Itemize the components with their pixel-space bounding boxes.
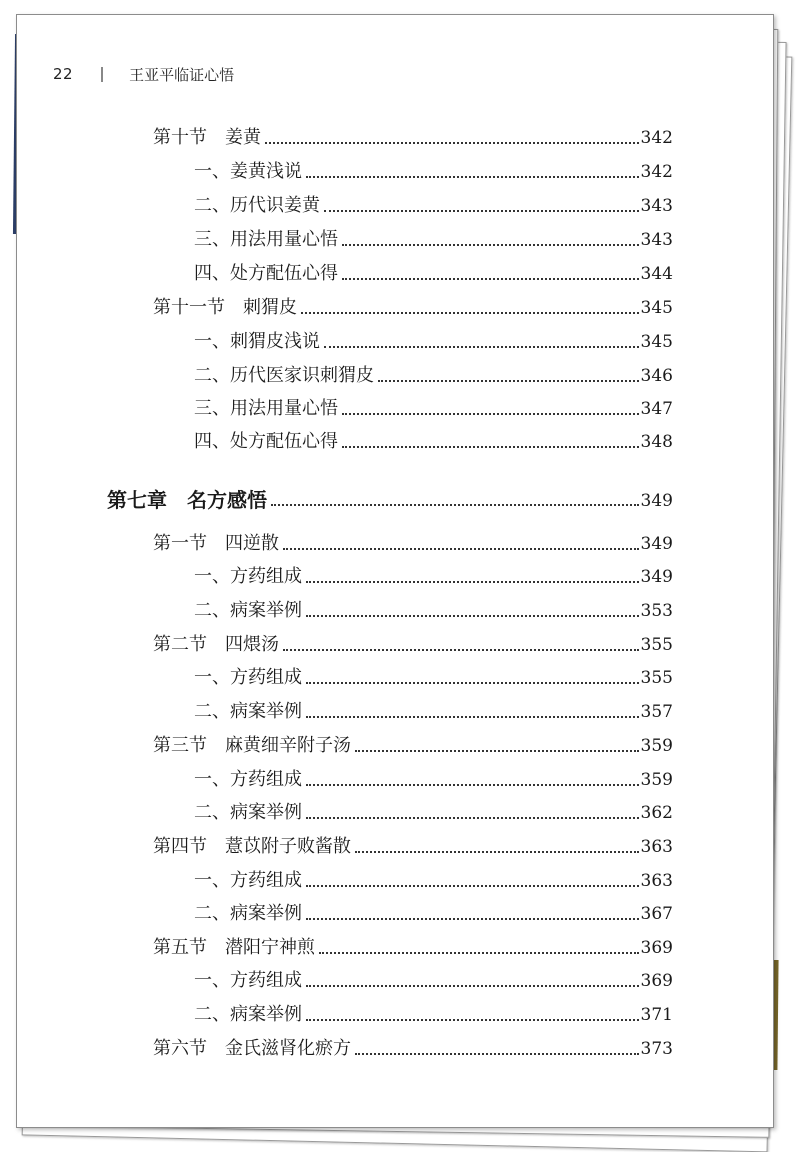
toc-entry-title: 二、病案举例 <box>194 1004 302 1025</box>
dot-leader <box>342 243 639 246</box>
toc-entry-page-number: 348 <box>640 432 673 452</box>
toc-entry-title: 二、病案举例 <box>194 600 302 621</box>
toc-item-entry <box>194 365 673 387</box>
toc-entry-title: 四、处方配伍心得 <box>194 263 338 284</box>
dot-leader <box>301 311 639 314</box>
toc-chapter-entry <box>107 488 673 512</box>
toc-item-entry <box>194 431 673 453</box>
dot-leader <box>283 648 639 651</box>
toc-entry-title: 三、用法用量心悟 <box>194 229 338 250</box>
dot-leader <box>271 503 639 506</box>
toc-item-entry <box>194 263 673 285</box>
toc-entry-page-number: 345 <box>640 332 673 352</box>
toc-entry-page-number: 349 <box>640 491 673 511</box>
toc-entry-page-number: 369 <box>640 971 673 991</box>
toc-section-entry <box>153 937 673 959</box>
dot-leader <box>306 917 639 920</box>
dot-leader <box>319 951 639 954</box>
dot-leader <box>355 1052 639 1055</box>
dot-leader <box>306 175 639 178</box>
toc-item-entry <box>194 600 673 622</box>
toc-entry-page-number: 363 <box>640 871 673 891</box>
dot-leader <box>306 715 639 718</box>
toc-item-entry <box>194 802 673 824</box>
dot-leader <box>265 141 639 144</box>
toc-entry-title: 第一节 四逆散 <box>153 533 279 554</box>
toc-entry-title: 一、方药组成 <box>194 769 302 790</box>
dot-leader <box>342 445 639 448</box>
toc-entry-title: 二、病案举例 <box>194 802 302 823</box>
toc-item-entry <box>194 161 673 183</box>
toc-entry-page-number: 369 <box>640 938 673 958</box>
toc-entry-page-number: 371 <box>640 1005 673 1025</box>
toc-entry-page-number: 373 <box>640 1039 673 1059</box>
toc-entry-title: 第十节 姜黄 <box>153 127 261 148</box>
toc-entry-page-number: 349 <box>640 567 673 587</box>
toc-item-entry <box>194 870 673 892</box>
toc-entry-page-number: 344 <box>640 264 673 284</box>
toc-section-entry <box>153 735 673 757</box>
page-number: 22 <box>53 65 74 83</box>
toc-item-entry <box>194 566 673 588</box>
toc-section-entry <box>153 127 673 149</box>
dot-leader <box>378 379 639 382</box>
toc-entry-page-number: 343 <box>640 196 673 216</box>
dot-leader <box>306 884 639 887</box>
toc-item-entry <box>194 701 673 723</box>
dot-leader <box>306 681 639 684</box>
toc-entry-page-number: 357 <box>640 702 673 722</box>
dot-leader <box>306 783 639 786</box>
toc-entry-page-number: 345 <box>640 298 673 318</box>
toc-entry-title: 一、刺猬皮浅说 <box>194 331 320 352</box>
dot-leader <box>324 209 639 212</box>
toc-entry-page-number: 367 <box>640 904 673 924</box>
toc-entry-title: 第七章 名方感悟 <box>107 488 267 512</box>
toc-entry-title: 二、历代识姜黄 <box>194 195 320 216</box>
dot-leader <box>355 749 639 752</box>
toc-item-entry <box>194 1004 673 1026</box>
toc-entry-title: 一、方药组成 <box>194 566 302 587</box>
toc-entry-page-number: 347 <box>640 399 673 419</box>
toc-item-entry <box>194 769 673 791</box>
dot-leader <box>306 580 639 583</box>
toc-entry-page-number: 362 <box>640 803 673 823</box>
toc-entry-page-number: 342 <box>640 162 673 182</box>
toc-entry-page-number: 355 <box>640 668 673 688</box>
dot-leader <box>355 850 639 853</box>
toc-item-entry <box>194 195 673 217</box>
toc-section-entry <box>153 533 673 555</box>
book-page <box>16 14 774 1128</box>
dot-leader <box>342 412 639 415</box>
toc-entry-title: 三、用法用量心悟 <box>194 398 338 419</box>
dot-leader <box>324 345 639 348</box>
toc-entry-title: 二、病案举例 <box>194 701 302 722</box>
toc-entry-title: 第二节 四煨汤 <box>153 634 279 655</box>
toc-entry-title: 第四节 薏苡附子败酱散 <box>153 836 351 857</box>
toc-entry-title: 一、方药组成 <box>194 667 302 688</box>
toc-item-entry <box>194 331 673 353</box>
toc-entry-title: 一、姜黄浅说 <box>194 161 302 182</box>
dot-leader <box>306 984 639 987</box>
toc-entry-title: 第十一节 刺猬皮 <box>153 297 297 318</box>
toc-section-entry <box>153 634 673 656</box>
toc-section-entry <box>153 836 673 858</box>
toc-entry-title: 第六节 金氏滋肾化瘀方 <box>153 1038 351 1059</box>
toc-item-entry <box>194 903 673 925</box>
toc-item-entry <box>194 229 673 251</box>
toc-entry-page-number: 355 <box>640 635 673 655</box>
toc-entry-page-number: 342 <box>640 128 673 148</box>
toc-section-entry <box>153 1038 673 1060</box>
toc-entry-title: 第五节 潜阳宁神煎 <box>153 937 315 958</box>
toc-entry-title: 一、方药组成 <box>194 970 302 991</box>
book-title: 王亚平临证心悟 <box>129 65 235 84</box>
toc-item-entry <box>194 970 673 992</box>
toc-entry-title: 二、病案举例 <box>194 903 302 924</box>
toc-entry-title: 四、处方配伍心得 <box>194 431 338 452</box>
running-head <box>53 63 234 85</box>
toc-section-entry <box>153 297 673 319</box>
toc-entry-title: 第三节 麻黄细辛附子汤 <box>153 735 351 756</box>
dot-leader <box>306 816 639 819</box>
dot-leader <box>283 547 639 550</box>
dot-leader <box>306 614 639 617</box>
toc-entry-page-number: 353 <box>640 601 673 621</box>
toc-entry-title: 二、历代医家识刺猬皮 <box>194 365 374 386</box>
header-divider <box>101 67 103 82</box>
toc-entry-page-number: 363 <box>640 837 673 857</box>
toc-entry-page-number: 359 <box>640 736 673 756</box>
toc-item-entry <box>194 398 673 420</box>
dot-leader <box>342 277 639 280</box>
dot-leader <box>306 1018 639 1021</box>
toc-item-entry <box>194 667 673 689</box>
toc-entry-page-number: 346 <box>640 366 673 386</box>
toc-entry-title: 一、方药组成 <box>194 870 302 891</box>
toc-entry-page-number: 349 <box>640 534 673 554</box>
toc-entry-page-number: 359 <box>640 770 673 790</box>
toc-entry-page-number: 343 <box>640 230 673 250</box>
